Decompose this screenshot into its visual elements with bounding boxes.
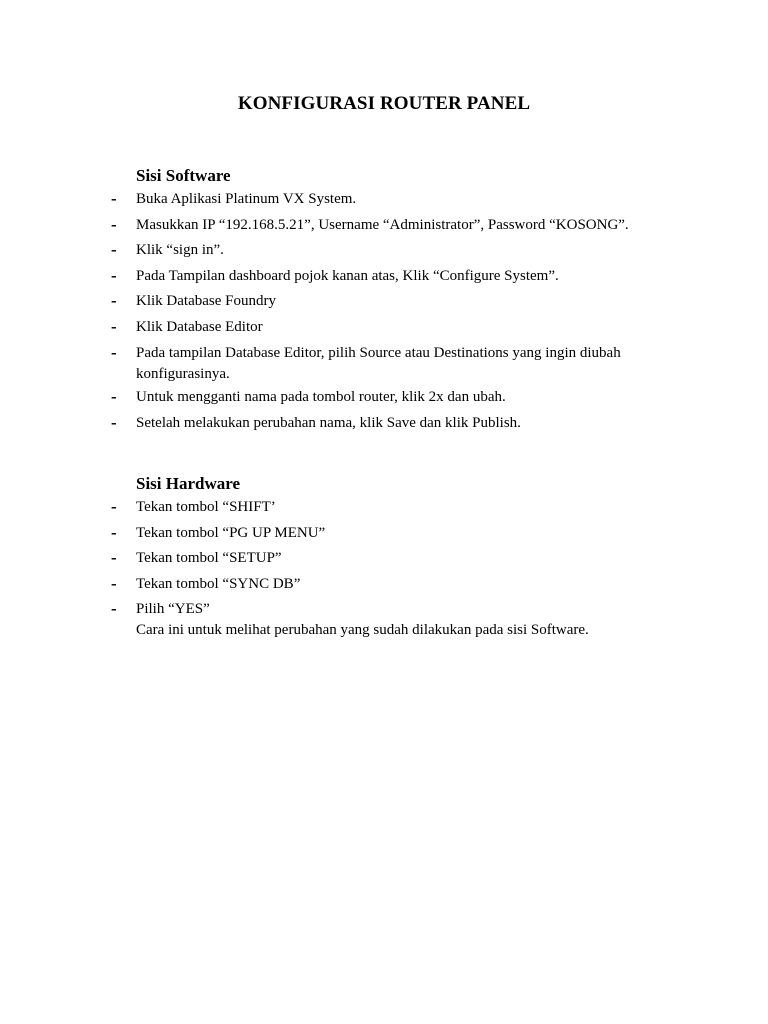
section-software	[0, 165, 768, 438]
bullet-dash: -	[111, 291, 117, 311]
bullet-dash: -	[111, 316, 117, 336]
list-item	[0, 266, 768, 287]
list-item-text: Pada tampilan Database Editor, pilih Source atau Destinations yang ingin diubah konfigurasinya.	[136, 344, 621, 382]
list-item	[0, 387, 768, 408]
list-item-text: Klik Database Editor	[136, 318, 263, 335]
list-item	[0, 189, 768, 210]
list-item	[0, 343, 768, 385]
list-item-text: Pilih “YES”	[136, 601, 210, 618]
list-item-text: Tekan tombol “SHIFT’	[136, 499, 276, 515]
list-item-text: Tekan tombol “SYNC DB”	[136, 575, 301, 592]
list-item-text: Klik Database Foundry	[136, 293, 276, 310]
section-heading: Sisi Software	[136, 166, 231, 185]
list-item	[0, 413, 768, 434]
section-hardware	[0, 473, 768, 641]
software-steps-list	[0, 189, 768, 434]
bullet-dash: -	[111, 497, 117, 516]
list-item	[0, 215, 768, 236]
bullet-dash: -	[111, 265, 117, 285]
section-heading: Sisi Hardware	[136, 474, 241, 493]
list-item-text: Untuk mengganti nama pada tombol router, klik 2x dan ubah.	[136, 388, 506, 405]
list-item	[0, 574, 768, 595]
bullet-dash: -	[111, 214, 117, 234]
bullet-dash: -	[111, 342, 117, 362]
list-item	[0, 599, 768, 620]
list-item-text: Masukkan IP “192.168.5.21”, Username “Administrator”, Password “KOSONG”.	[136, 216, 629, 233]
list-item	[0, 240, 768, 261]
bullet-dash: -	[111, 548, 117, 568]
list-item	[0, 291, 768, 312]
list-item-text: Pada Tampilan dashboard pojok kanan atas, Klik “Configure System”.	[136, 267, 559, 284]
hardware-steps-list	[0, 497, 768, 620]
list-item-text: Setelah melakukan perubahan nama, klik Save dan klik Publish.	[136, 414, 521, 431]
list-item-text: Tekan tombol “PG UP MENU”	[136, 524, 326, 541]
bullet-dash: -	[111, 412, 117, 432]
bullet-dash: -	[111, 386, 117, 406]
list-item	[0, 523, 768, 544]
list-item-text: Klik “sign in”.	[136, 242, 224, 259]
list-item-text: Buka Aplikasi Platinum VX System.	[136, 191, 357, 207]
bullet-dash: -	[111, 189, 117, 208]
list-item	[0, 317, 768, 338]
bullet-dash: -	[111, 240, 117, 260]
bullet-dash: -	[111, 522, 117, 542]
list-item-text: Tekan tombol “SETUP”	[136, 550, 282, 567]
bullet-dash: -	[111, 599, 117, 619]
note-text: Cara ini untuk melihat perubahan yang sudah dilakukan pada sisi Software.	[136, 622, 589, 639]
list-item	[0, 548, 768, 569]
document-title: KONFIGURASI ROUTER PANEL	[237, 93, 531, 114]
list-item	[0, 497, 768, 518]
bullet-dash: -	[111, 573, 117, 593]
